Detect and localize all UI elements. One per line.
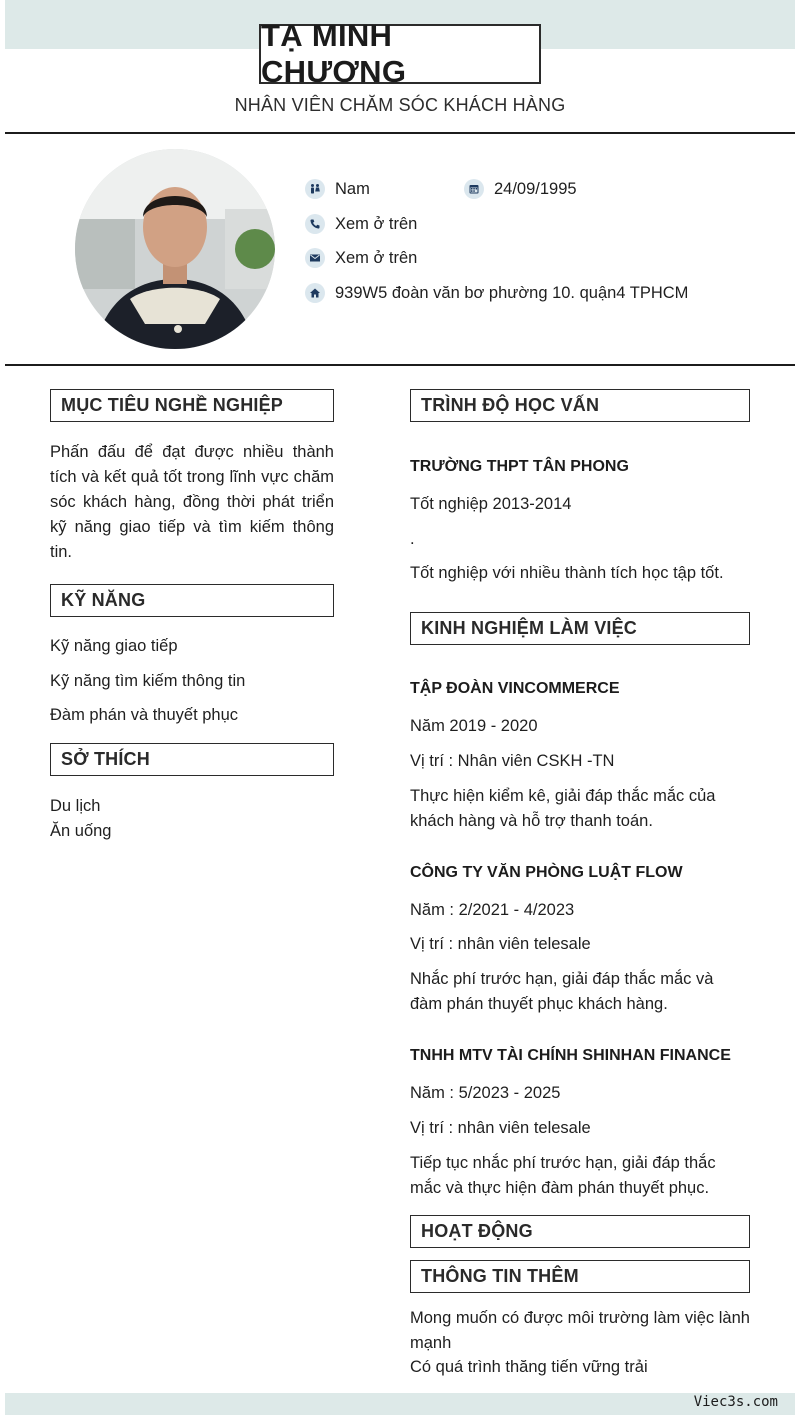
hobby-item: Ăn uống xyxy=(50,822,112,840)
job-company: TẬP ĐOÀN VINCOMMERCE xyxy=(410,680,620,697)
dob-row xyxy=(464,179,577,199)
address-value: 939W5 đoàn văn bơ phường 10. quận4 TPHCM xyxy=(335,283,689,302)
phone-row xyxy=(305,214,417,234)
job-company: TNHH MTV TÀI CHÍNH SHINHAN FINANCE xyxy=(410,1047,731,1064)
additional-info-heading: THÔNG TIN THÊM xyxy=(410,1260,750,1293)
additional-info-line: Có quá trình thăng tiến vững trải xyxy=(410,1358,648,1376)
job-period: Năm 2019 - 2020 xyxy=(410,717,538,735)
dob-value: 24/09/1995 xyxy=(494,179,577,198)
education-detail: Tốt nghiệp với nhiều thành tích học tập tốt. xyxy=(410,564,724,582)
candidate-name: TẠ MINH CHƯƠNG xyxy=(259,24,541,84)
address-row xyxy=(305,283,688,303)
job-period: Năm : 5/2023 - 2025 xyxy=(410,1084,561,1102)
job-position: Vị trí : Nhân viên CSKH -TN xyxy=(410,752,615,770)
job-title: NHÂN VIÊN CHĂM SÓC KHÁCH HÀNG xyxy=(234,95,566,115)
calendar-icon xyxy=(464,179,484,199)
hobbies-heading: SỞ THÍCH xyxy=(50,743,334,776)
divider-top xyxy=(5,132,795,134)
hobby-item: Du lịch xyxy=(50,797,101,815)
additional-info-line: Mong muốn có được môi trường làm việc lành mạnh xyxy=(410,1309,750,1352)
skills-heading: KỸ NĂNG xyxy=(50,584,334,617)
objective-heading: MỤC TIÊU NGHỀ NGHIỆP xyxy=(50,389,334,422)
email-row xyxy=(305,248,417,268)
activities-heading: HOẠT ĐỘNG xyxy=(410,1215,750,1248)
footer-band xyxy=(5,1393,795,1415)
education-period: Tốt nghiệp 2013-2014 xyxy=(410,495,572,513)
gender-value: Nam xyxy=(335,179,370,198)
objective-text: Phấn đấu để đạt được nhiều thành tích và kết quả tốt trong lĩnh vực chăm sóc khách hàng, đồng thời phát triển kỹ năng giao tiếp và tìm kiếm thông tin. xyxy=(50,443,334,561)
footer-brand: Viec3s.com xyxy=(693,1394,778,1410)
divider-middle xyxy=(5,364,795,366)
gender-icon xyxy=(305,179,325,199)
phone-value: Xem ở trên xyxy=(335,214,418,233)
skill-item: Kỹ năng tìm kiếm thông tin xyxy=(50,672,246,690)
job-company: CÔNG TY VĂN PHÒNG LUẬT FLOW xyxy=(410,864,683,881)
gender-row xyxy=(305,179,370,199)
job-position: Vị trí : nhân viên telesale xyxy=(410,1119,591,1137)
job-position: Vị trí : nhân viên telesale xyxy=(410,935,591,953)
email-value: Xem ở trên xyxy=(335,248,418,267)
experience-heading: KINH NGHIỆM LÀM VIỆC xyxy=(410,612,750,645)
job-description: Nhắc phí trước hạn, giải đáp thắc mắc và đàm phán thuyết phục khách hàng. xyxy=(410,970,714,1013)
skill-item: Kỹ năng giao tiếp xyxy=(50,637,178,655)
education-heading: TRÌNH ĐỘ HỌC VẤN xyxy=(410,389,750,422)
home-icon xyxy=(305,283,325,303)
phone-icon xyxy=(305,214,325,234)
school-name: TRƯỜNG THPT TÂN PHONG xyxy=(410,458,629,475)
job-description: Tiếp tục nhắc phí trước hạn, giải đáp thắc mắc và thực hiện đàm phán thuyết phục. xyxy=(410,1154,716,1197)
email-icon xyxy=(305,248,325,268)
job-description: Thực hiện kiểm kê, giải đáp thắc mắc của khách hàng và hỗ trợ thanh toán. xyxy=(410,787,716,830)
avatar xyxy=(75,149,275,349)
skill-item: Đàm phán và thuyết phục xyxy=(50,706,239,724)
education-note: . xyxy=(410,530,415,548)
job-period: Năm : 2/2021 - 4/2023 xyxy=(410,901,575,919)
